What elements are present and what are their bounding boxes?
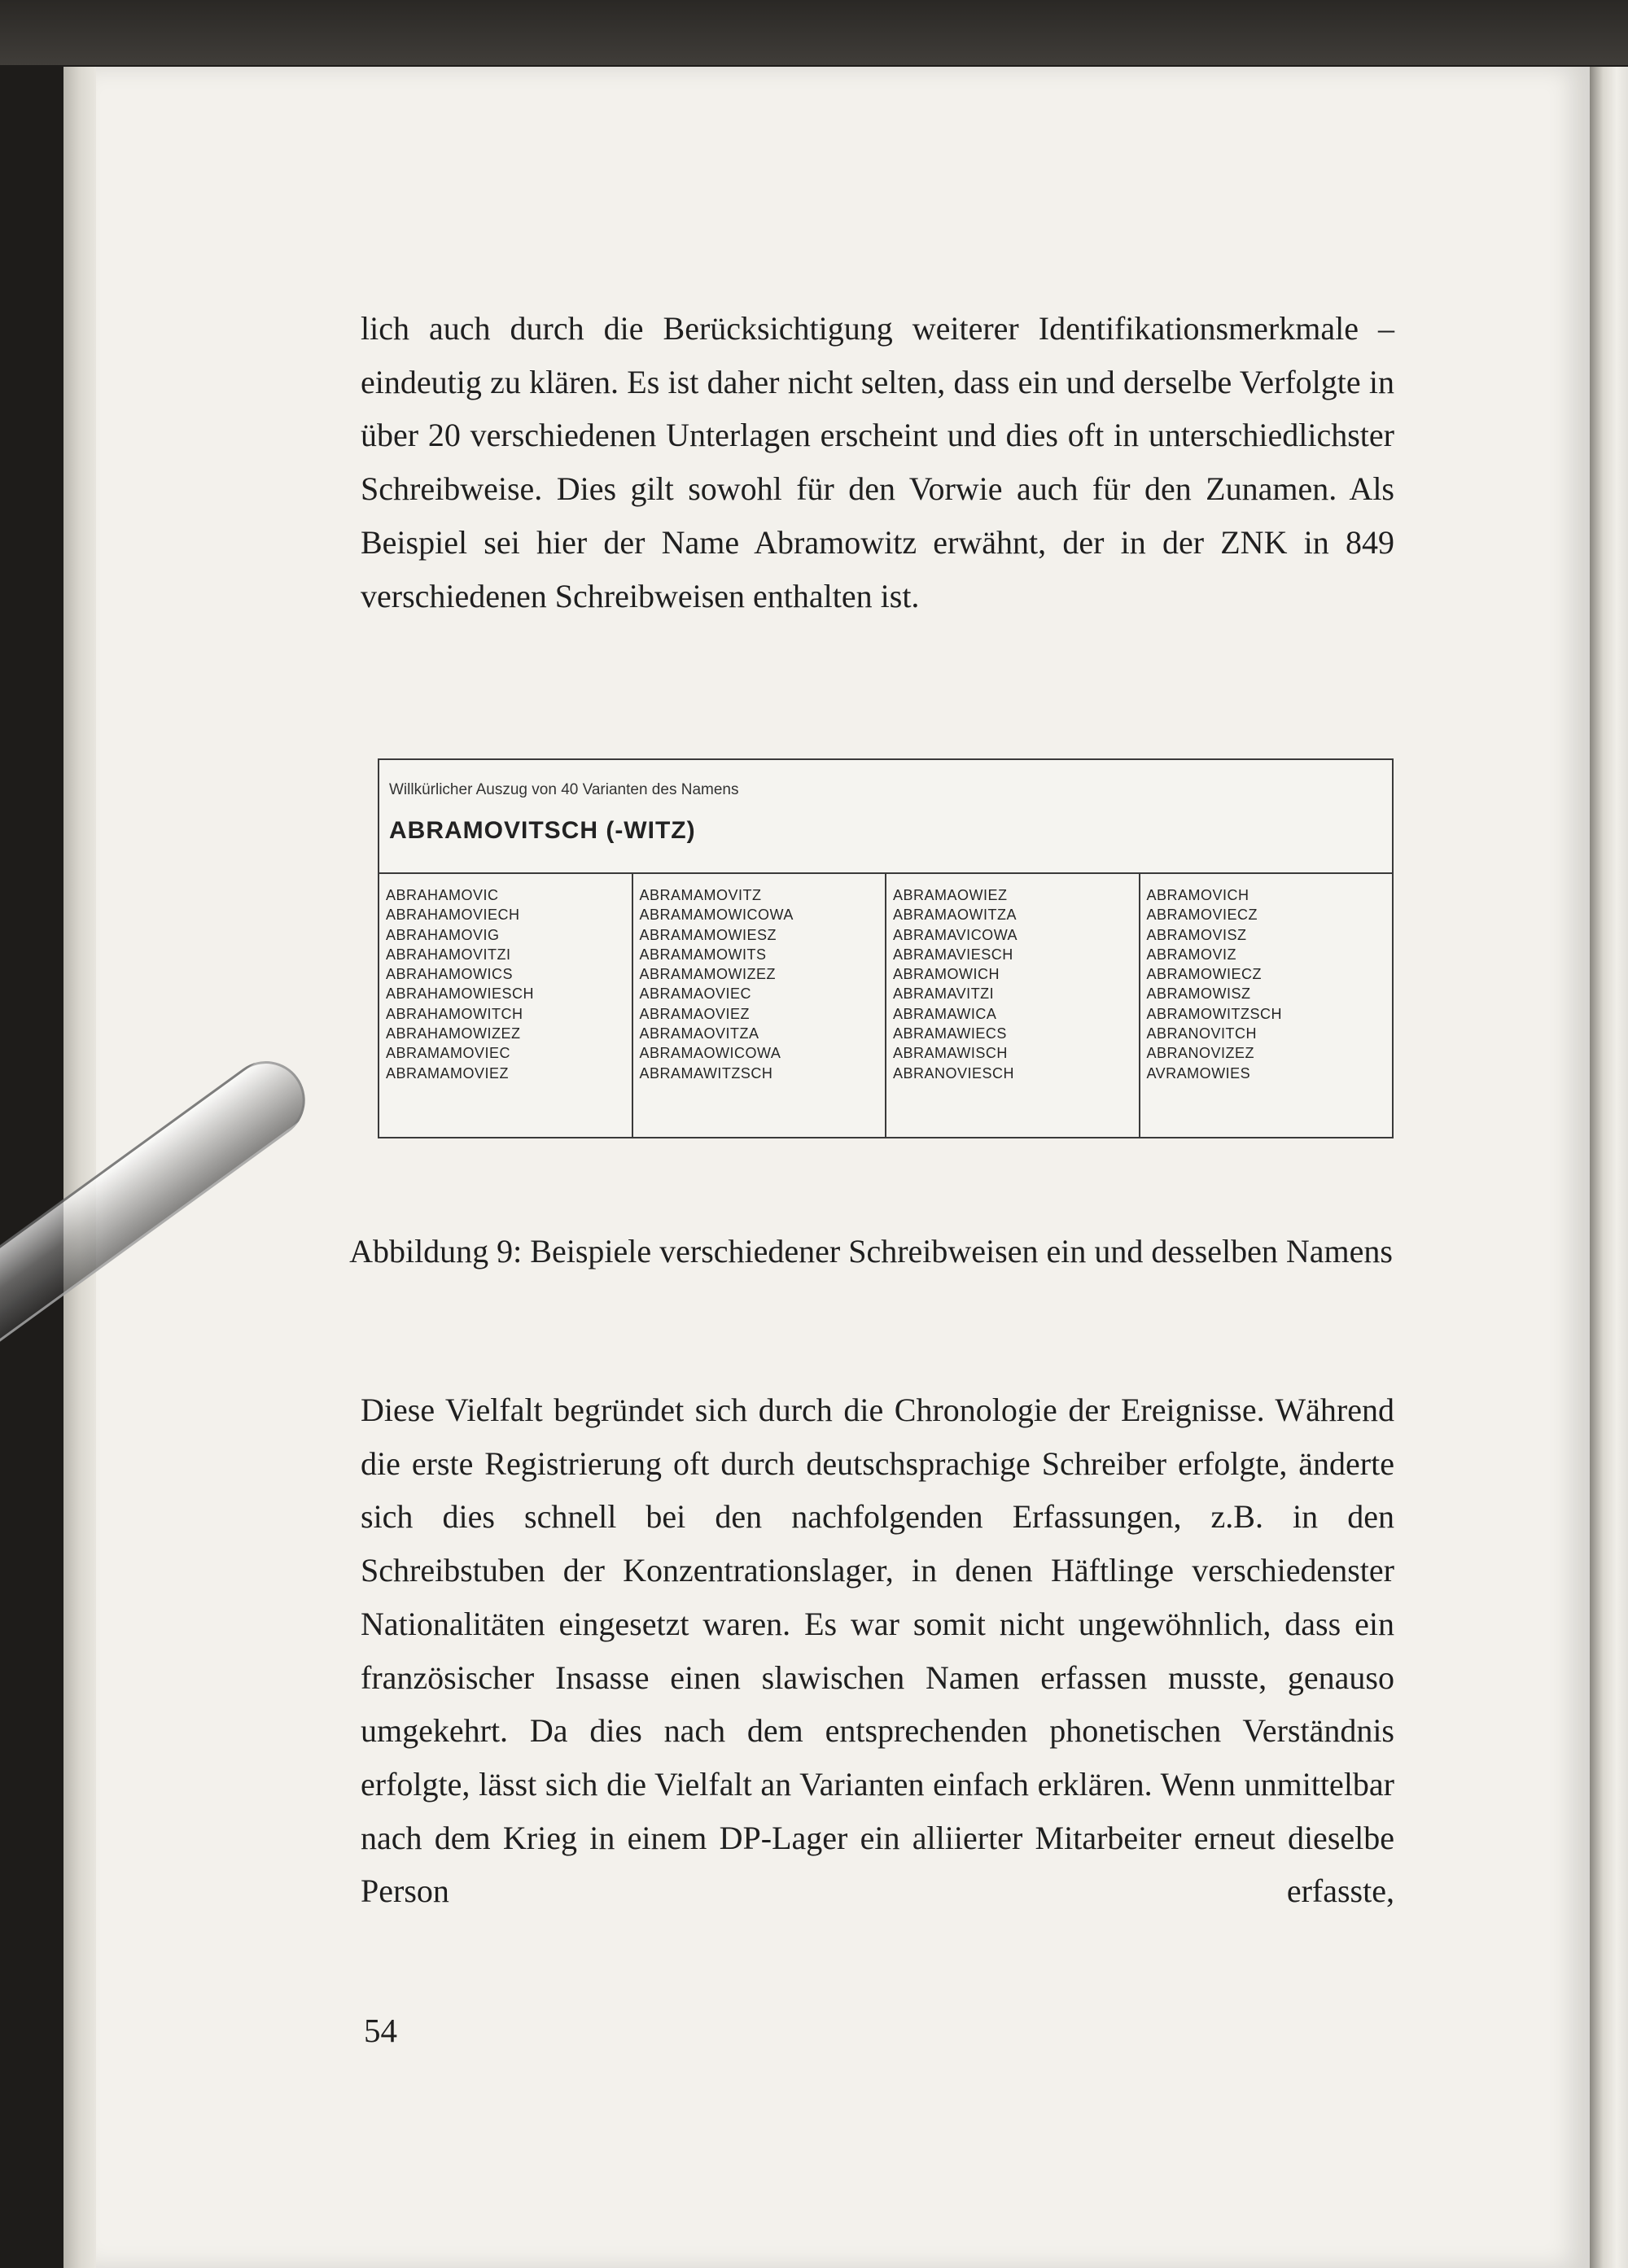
name-variant: ABRAHAMOVIG — [386, 926, 500, 943]
name-variant: ABRANOVIZEZ — [1146, 1045, 1255, 1062]
name-variant: AVRAMOWIES — [1146, 1064, 1251, 1082]
name-variant: ABRAMOWICH — [893, 966, 1000, 983]
name-variant: ABRAMOVIECZ — [1146, 907, 1258, 924]
paragraph-1: lich auch durch die Berücksichtigung weiterer Identifikationsmerkmale – eindeutig zu klären. Es ist daher nicht selten, dass ein und derselbe Verfolgte in über 20 verschiedenen Unterlagen erscheint und dies oft in unterschiedlichster Schreibweise. Dies gilt sowohl für den Vorwie auch für den Zunamen. Als Beispiel sei hier der Name Abramowitz erwähnt, der in der ZNK in 849 verschiedenen Schreibweisen enthalten ist. — [361, 310, 1394, 614]
figure-title: ABRAMOVITSCH (-WITZ) — [389, 817, 696, 844]
name-variant: ABRAMAMOVIEZ — [386, 1064, 510, 1082]
variant-column-1 — [379, 874, 633, 1137]
name-variant: ABRAMAMOVITZ — [639, 887, 762, 903]
figure-name-variants — [378, 758, 1394, 1138]
name-variant: ABRAMAVICOWA — [893, 926, 1018, 943]
name-variant: ABRAMAOWIEZ — [893, 887, 1008, 903]
name-variant: ABRAMAOVITZA — [639, 1025, 759, 1042]
name-variant: ABRAMAMOVIEC — [386, 1045, 511, 1062]
figure-columns — [379, 874, 1392, 1137]
figure-subtitle: Willkürlicher Auszug von 40 Varianten des Namens — [389, 781, 739, 798]
name-variant: ABRAMAMOWITS — [639, 946, 767, 963]
name-variant: ABRAMAWICA — [893, 1005, 997, 1022]
name-variant: ABRAHAMOWITCH — [386, 1005, 523, 1022]
variant-column-3 — [886, 874, 1140, 1137]
name-variant: ABRAHAMOVITZI — [386, 946, 511, 963]
name-variant: ABRAMAMOWIZEZ — [639, 966, 776, 983]
book-spine-edge — [1590, 67, 1628, 2268]
name-variant: ABRAMAOWITZA — [893, 907, 1017, 924]
name-variant: ABRANOVIESCH — [893, 1064, 1015, 1082]
background-top — [0, 0, 1628, 65]
name-variant: ABRAMOWITZSCH — [1146, 1005, 1282, 1022]
figure-caption: Abbildung 9: Beispiele verschiedener Schreibweisen ein und desselben Namens — [349, 1233, 1393, 1269]
name-variant: ABRAMAMOWIESZ — [639, 926, 777, 943]
name-variant: ABRAMAOVIEC — [639, 985, 752, 1003]
name-variant: ABRAMOVISZ — [1146, 926, 1247, 943]
name-variant: ABRAMAMOWICOWA — [639, 907, 794, 924]
name-variant: ABRAMOWISZ — [1146, 985, 1251, 1003]
name-variant: ABRAMAWIECS — [893, 1025, 1007, 1042]
name-variant: ABRAMAOWICOWA — [639, 1045, 781, 1062]
name-variant: ABRAMAVIESCH — [893, 946, 1013, 963]
name-variant: ABRAMAVITZI — [893, 985, 995, 1003]
variant-column-2 — [633, 874, 887, 1137]
name-variant: ABRAMOWIECZ — [1146, 966, 1263, 983]
name-variant: ABRAMAWISCH — [893, 1045, 1008, 1062]
page-number: 54 — [364, 2012, 397, 2049]
name-variant: ABRAMOVICH — [1146, 887, 1249, 903]
name-variant: ABRAHAMOWIZEZ — [386, 1025, 521, 1042]
name-variant: ABRAMOVIZ — [1146, 946, 1237, 963]
name-variant: ABRANOVITCH — [1146, 1025, 1258, 1042]
paragraph-2: Diese Vielfalt begründet sich durch die Chronologie der Ereignisse. Während die erste Registrierung oft durch deutschsprachige Schreiber erfolgte, änderte sich dies schnell bei den nachfolgenden Erfassungen, z.B. in den Schreibstuben der Konzentrationslager, in denen Häftlinge verschiedenster Nationalitäten eingesetzt waren. Es war somit nicht ungewöhnlich, dass ein französischer Insasse einen slawischen Namen erfassen musste, genauso umgekehrt. Da dies nach dem entsprechenden phonetischen Verständnis erfolgte, lässt sich die Vielfalt an Varianten einfach erklären. Wenn unmittelbar nach dem Krieg in einem DP-Lager ein alliierter Mitarbeiter erneut dieselbe Person erfasste, — [361, 1392, 1394, 1910]
name-variant: ABRAHAMOVIECH — [386, 907, 520, 924]
name-variant: ABRAHAMOWIESCH — [386, 985, 535, 1003]
name-variant: ABRAHAMOVIC — [386, 887, 499, 903]
variant-column-4 — [1140, 874, 1393, 1137]
name-variant: ABRAMAWITZSCH — [639, 1064, 773, 1082]
name-variant: ABRAHAMOWICS — [386, 966, 514, 983]
figure-header — [379, 760, 1392, 874]
name-variant: ABRAMAOVIEZ — [639, 1005, 751, 1022]
